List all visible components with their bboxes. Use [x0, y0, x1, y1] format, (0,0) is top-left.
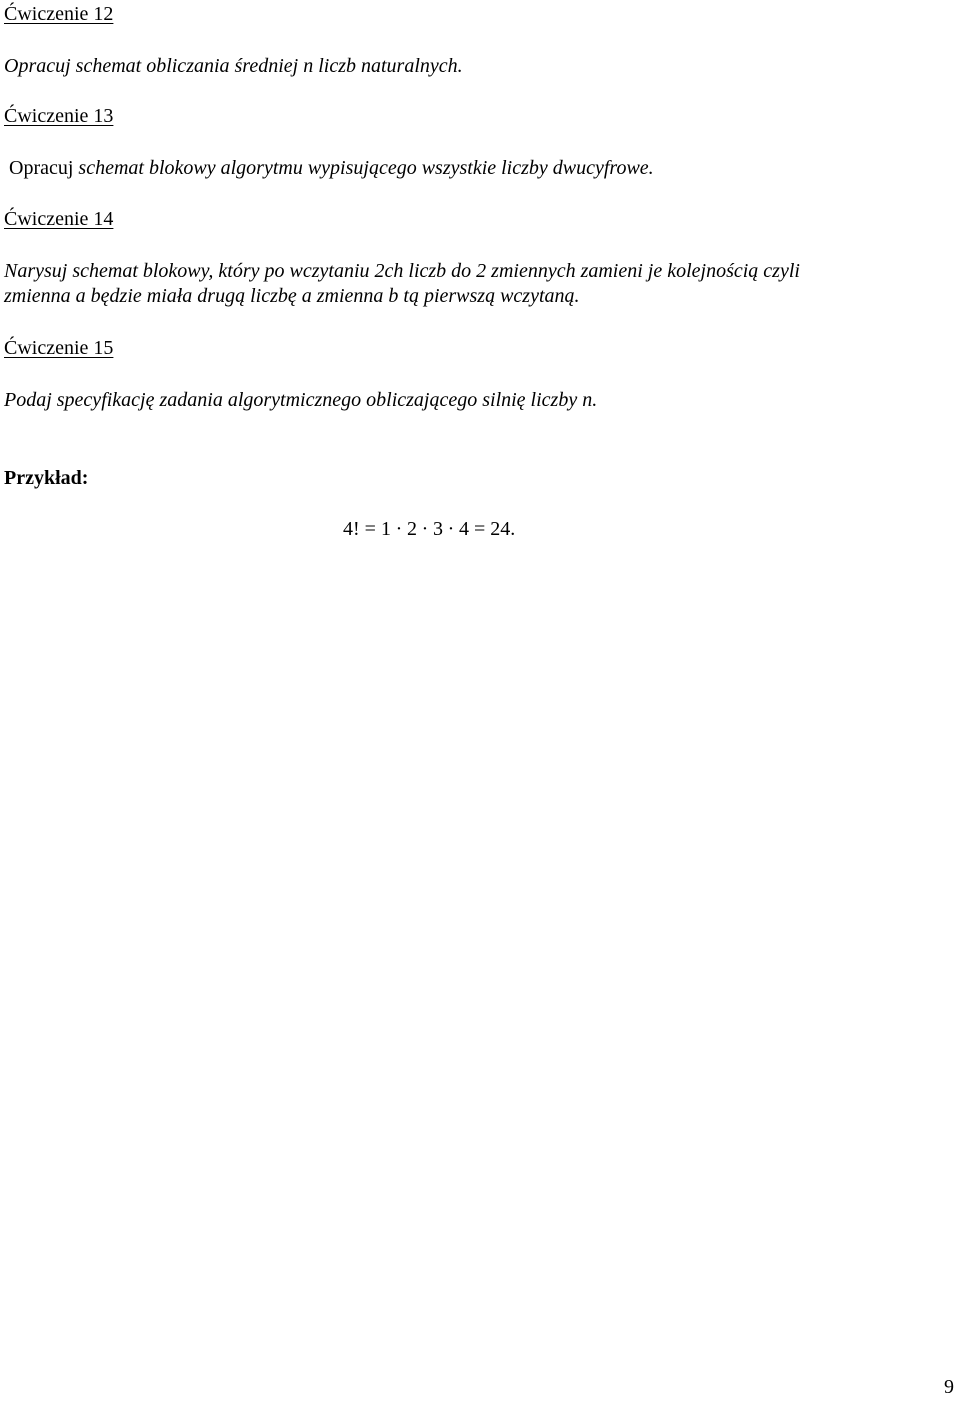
factorial-example-formula [343, 517, 515, 541]
formula-term-3: 3 [432, 518, 443, 540]
exercise-14-title: Ćwiczenie 14 [4, 208, 114, 230]
exercise-13-text-italic: schemat blokowy algorytmu wypisującego wszystkie liczby dwucyfrowe. [78, 157, 654, 179]
multiply-dot-1: · [395, 518, 403, 540]
exercise-15-title: Ćwiczenie 15 [4, 337, 114, 359]
exercise-12-text: Opracuj schemat obliczania średniej n liczb naturalnych. [4, 55, 463, 77]
multiply-dot-3: · [447, 518, 455, 540]
exercise-14-text-line-1: Narysuj schemat blokowy, który po wczytaniu 2ch liczb do 2 zmiennych zamieni je kolejnością czyli [4, 260, 800, 282]
page-number: 9 [944, 1376, 954, 1398]
formula-lhs: 4! = 1 [343, 518, 391, 540]
exercise-15-text: Podaj specyfikację zadania algorytmicznego obliczającego silnię liczby n. [4, 389, 598, 411]
example-label: Przykład: [4, 467, 89, 489]
exercise-14-text-line-2: zmienna a będzie miała drugą liczbę a zmienna b tą pierwszą wczytaną. [4, 285, 580, 307]
exercise-13-text [9, 156, 654, 180]
formula-term-2: 2 [406, 518, 417, 540]
exercise-13-title: Ćwiczenie 13 [4, 105, 114, 127]
exercise-13-text-upright: Opracuj [9, 157, 74, 179]
exercise-12-title: Ćwiczenie 12 [4, 3, 114, 25]
multiply-dot-2: · [421, 518, 429, 540]
formula-result: 4 = 24. [458, 518, 516, 540]
